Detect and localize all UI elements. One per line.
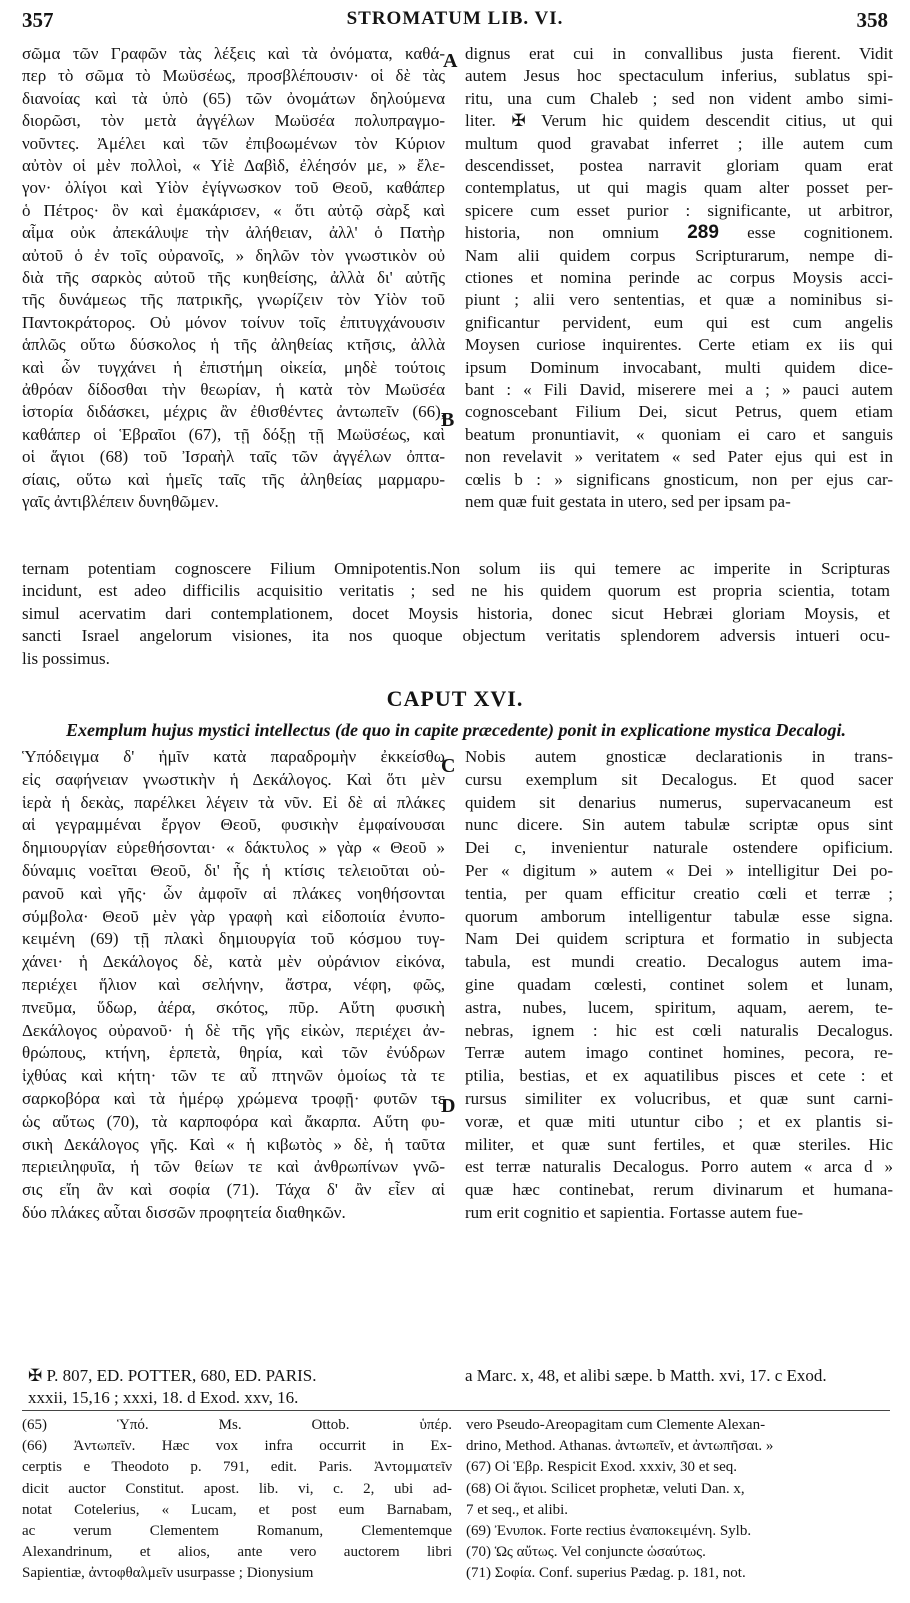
greek-line: ρανοῦ καὶ γῆς· ὧν ἀμφοῖν αἱ πλάκες νοηθήσονται xyxy=(22,883,445,903)
latin-line: cœlis b : » significans gnosticum, non per ejus car- xyxy=(465,469,893,489)
latin-line: multum quod gravabat inferret ; ille autem cum xyxy=(465,133,893,153)
greek-line: περ τὸ σῶμα τὸ Μωϋσέως, προσβλέπουσιν· οἱ δὲ τὰς xyxy=(22,66,445,86)
chapter-summary: Exemplum hujus mystici intellectus (de quo in capite præcedente) ponit in explicatione mystica Decalogi. xyxy=(66,720,846,740)
footnote-line: (65) Ὑπό. Ms. Ottob. ὑπέρ. xyxy=(22,1417,452,1433)
greek-line: ἁπλῶς οὕτω δύσκολος ἡ τῆς ἀληθείας κτῆσις, ἀλλὰ xyxy=(22,335,445,355)
greek-line: νοῦντες. Ἀμέλει καὶ τῶν ἐπιβοωμένων τὸν Κύριον xyxy=(22,133,445,153)
footnote-line: drino, Method. Athanas. ἀντωπεῖν, et ἀντωπῆσαι. » xyxy=(466,1438,774,1455)
latin-line: Per « digitum » autem « Dei » intelligitur Dei po- xyxy=(465,861,893,880)
latin-line: Moysen curiose inquirentes. Certe etiam ex iis qui xyxy=(465,335,893,355)
latin-line: astra, nubes, lucem, spiritum, aquam, aerem, te- xyxy=(465,997,893,1017)
greek-line: αἱ γεγραμμέναι ἔργον Θεοῦ, φυσικὴν ἐμφαίνουσαι xyxy=(22,815,445,835)
footnote-line: dicit auctor Constitut. apost. lib. vi, c. 2, ubi ad- xyxy=(22,1480,452,1497)
latin-line: contemplatus, ut qui magis quam alter posset per- xyxy=(465,178,893,198)
greek-line: ὡς αὔτως (70), τὰ καρποφόρα καὶ ἄκαρπα. Αὕτη φυ- xyxy=(22,1111,445,1131)
greek-line: αἷμα οὐκ ἀπεκάλυψε τὴν ἀλήθειαν, ἀλλ' ὁ Πατὴρ xyxy=(22,223,445,243)
latin-line: quæ hæc continebat, rerum divinarum et humana- xyxy=(465,1180,893,1200)
latin-line: est terræ naturalis Decalogus. Porro autem « arca d » xyxy=(465,1157,893,1177)
greek-line: ἱερὰ ἡ δεκὰς, παρέλκει λέγειν τὰ νῦν. Εἰ δὲ αἱ πλάκες xyxy=(22,792,445,812)
greek-line: σίαις, οὕτω καὶ ἡμεῖς ταῖς τῆς ἀληθείας μαρμαρυ- xyxy=(22,469,445,489)
greek-line: οἱ ἅγιοι (68) τοῦ Ἰσραὴλ ταῖς τῶν ἀγγέλων ὀπτα- xyxy=(22,447,445,467)
greek-line: θρώπους, κτήνη, ἑρπετὰ, θηρία, καὶ τῶν ἐνύδρων xyxy=(22,1043,445,1063)
latin-line: ctiones et nomina perinde ac corpus Moysis acci- xyxy=(465,268,893,287)
latin-line: ptilia, bestias, et ex aquatilibus pisces et cete : et xyxy=(465,1066,893,1086)
latin-line: ritu, una cum Chaleb ; sed non vident ambo simi- xyxy=(465,88,893,108)
latin-line: militer, et quæ sunt fertiles, et quæ steriles. Hic xyxy=(465,1134,893,1154)
greek-line: σικὴ Δεκάλογος γῆς. Καὶ « ἡ κιβωτὸς » δὲ, ἡ ταῦτα xyxy=(22,1134,445,1154)
latin-line: rursus similiter ex volucribus, et quæ sunt carni- xyxy=(465,1089,893,1108)
greek-line: σις εἴη ἂν καὶ σοφία (71). Τάχα δ' ἂν εἶεν αἱ xyxy=(22,1180,445,1200)
latin-line: nem quæ fuit gestata in utero, sed per ipsam pa- xyxy=(465,492,791,511)
greek-line: διορῶσι, τὸν μετὰ ἀγγέλων Μωϋσέα πολυπραγμο- xyxy=(22,111,445,131)
marginal-page-number: 289 xyxy=(687,222,719,244)
latin-text: historia, non omnium xyxy=(465,223,659,243)
edition-reference: ✠ P. 807, ED. POTTER, 680, ED. PARIS. xyxy=(28,1366,317,1385)
latin-line: beatum pronuntiavit, « quoniam ei caro et sanguis xyxy=(465,424,893,444)
footnote-line: Alexandrinum, et alios, ante vero auctorem libri xyxy=(22,1544,452,1561)
latin-line: Nam alii quidem corpus Scripturarum, nempe di- xyxy=(465,245,893,265)
latin-line: gine quadam cœlesti, continet solem et lunam, xyxy=(465,975,893,994)
latin-line: tentia, per quam efficitur creatio cœli et terræ ; xyxy=(465,883,893,903)
latin-line: lis possimus. xyxy=(22,648,110,668)
footnote-line: notat Cotelerius, « Lucam, et post eum Barnabam, xyxy=(22,1501,452,1518)
footnote-line: (68) Οἱ ἅγιοι. Scilicet prophetæ, veluti Dan. x, xyxy=(466,1480,745,1497)
greek-line: καθάπερ οἱ Ἑβραῖοι (67), τῇ δόξῃ τῇ Μωϋσέως, καὶ xyxy=(22,424,445,444)
greek-line: αὐτοῦ ὁ ἐν τοῖς οὐρανοῖς, » δηλῶν τὸν γνωστικὸν οὐ xyxy=(22,245,445,265)
greek-line: καὶ ὧν τυγχάνει ἡ ἐπιστήμη οἰκεία, μηδὲ τούτοις xyxy=(22,357,445,377)
footnote-line: (70) Ὡς αὔτως. Vel conjuncte ὡσαύτως. xyxy=(466,1544,706,1561)
margin-marker-c: C xyxy=(441,755,456,777)
latin-line: non revelavit » veritatem « sed Pater ejus qui est in xyxy=(465,447,893,467)
greek-line: σύμβολα· Θεοῦ μὲν γὰρ γραφὴ καὶ εἰδοποιία ἐνυπο- xyxy=(22,906,445,926)
latin-line: autem Jesus hoc spectaculum inferius, sublatus spi- xyxy=(465,66,893,86)
greek-line: εἰς σαφήνειαν γνωστικὴν ἡ Δεκάλογος. Καὶ ὅτι μὲν xyxy=(22,769,445,789)
margin-marker-a: A xyxy=(443,50,458,72)
greek-line: τῆς δυνάμεως τῆς πατρικῆς, γνωρίζειν τὸν Υἱὸν τοῦ xyxy=(22,290,445,310)
greek-line: δημιουργίαν εὑρεθήσονται· « δάκτυλος » γὰρ « Θεοῦ » xyxy=(22,838,445,858)
latin-line: spicere cum esset purior : significante, ut arbitror, xyxy=(465,200,893,220)
page-number-left: 357 xyxy=(22,8,54,32)
greek-line: διανοίας καὶ τὰ ὑπὸ (65) τῶν ὀνομάτων δηλούμενα xyxy=(22,88,445,108)
edition-reference-cont: xxxii, 15,16 ; xxxi, 18. d Exod. xxv, 16. xyxy=(28,1388,299,1407)
greek-line: πνεῦμα, ὕδωρ, ἀέρα, σκότος, πῦρ. Αὕτη φυσικὴ xyxy=(22,997,445,1017)
running-header xyxy=(22,8,888,38)
latin-line: Nam Dei quidem scriptura et formatio in subjecta xyxy=(465,929,893,949)
latin-line: Dei c, invenientur naturale ostendere opificium. xyxy=(465,838,893,858)
greek-line: Δεκάλογος οὐρανοῦ· ἡ δὲ τῆς γῆς εἰκὼν, περιέχει ἀν- xyxy=(22,1020,445,1040)
latin-line: liter. ✠ Verum hic quidem descendit citius, ut qui xyxy=(465,111,893,131)
greek-line: χάνει· ἡ Δεκάλογος δὲ, κατὰ μὲν οὐράνιον εἰκόνα, xyxy=(22,952,445,972)
latin-line: cognoscebant Filium Dei, sicut Petrus, quem etiam xyxy=(465,402,893,422)
latin-line: voræ, et quæ miti utuntur cibo ; et ex plantis si- xyxy=(465,1111,893,1131)
greek-line: ἀθρόαν δίδοσθαι τὴν θεωρίαν, ἡ κατὰ τὸν Μωϋσέα xyxy=(22,380,445,399)
latin-line: ipsum Dominum invocabant, multi quidem dice- xyxy=(465,357,893,377)
greek-line: κειμένη (69) τῇ πλακὶ δημιουργία τοῦ κόσμου τυγ- xyxy=(22,929,445,949)
greek-line: δύναμις νοεῖται Θεοῦ, δι' ἧς ἡ κτίσις τελειοῦται οὐ- xyxy=(22,861,445,880)
greek-line: περιειληφυῖα, ἡ τῶν θείων τε καὶ ἀνθρωπίνων γνῶ- xyxy=(22,1157,445,1177)
latin-line: simul acervatim dari contemplationem, docet Moysis historia, donec sicut Hebræi gloriam Moysis, et xyxy=(22,603,890,623)
latin-line: bant : « Fili David, miserere mei a ; » pauci autem xyxy=(465,380,893,399)
greek-line: αὐτὸν οἱ μὲν πολλοὶ, « Υἱὲ Δαβὶδ, ἐλέησόν με, » ἔλε- xyxy=(22,156,445,175)
latin-text: esse cognitionem. xyxy=(747,223,893,243)
latin-line: Terræ autem imago continet homines, pecora, re- xyxy=(465,1043,893,1063)
latin-line: nebras, ignem : hic est cœli naturalis Decalogus. xyxy=(465,1020,893,1040)
latin-line xyxy=(465,223,893,243)
latin-line: Nobis autem gnosticæ declarationis in trans- xyxy=(465,747,893,766)
footnote-line: (67) Οἱ Ἑβρ. Respicit Exod. xxxiv, 30 et seq. xyxy=(466,1459,738,1476)
latin-line: gnificantur pervident, eum qui est cum angelis xyxy=(465,312,893,332)
greek-line: σῶμα τῶν Γραφῶν τὰς λέξεις καὶ τὰ ὀνόματα, καθά- xyxy=(22,44,445,63)
footnote-line: Sapientiæ, ἀντοφθαλμεῖν usurpasse ; Dionysium xyxy=(22,1565,314,1582)
latin-line: sancti Israel angelorum visiones, ita nos quoque objectum veritatis splendorem adversis intueri ocu- xyxy=(22,626,890,646)
chapter-title: CAPUT XVI. xyxy=(386,686,524,711)
latin-line: descendisset, postea narravit gloriam quam erat xyxy=(465,156,893,175)
latin-line: incidunt, est adeo difficilis acquisitio veritatis ; sed ne his quidem quorum est propria scientia, totam xyxy=(22,581,890,601)
greek-line: Ὑπόδειγμα δ' ἡμῖν κατὰ παραδρομὴν ἐκκείσθω xyxy=(22,747,445,766)
footnote-line: (69) Ἐνυποκ. Forte rectius ἐναποκειμένη. Sylb. xyxy=(466,1523,752,1539)
running-title: STROMATUM LIB. VI. xyxy=(346,8,564,29)
latin-line: tabula, est mundi creatio. Decalogus autem ima- xyxy=(465,952,893,972)
greek-line: σαρκοβόρα καὶ τὰ ἡμέρῳ χρώμενα τροφῇ· φυτῶν τε xyxy=(22,1089,445,1108)
greek-line: περιέχει ἥλιον καὶ σελήνην, ἄστρα, νέφη, φῶς, xyxy=(22,975,445,994)
latin-line: quidem sit denarius numerus, supervacaneum est xyxy=(465,792,893,812)
margin-marker-d: D xyxy=(441,1095,456,1117)
margin-marker-b: B xyxy=(441,409,455,431)
greek-line: ἰχθύας καὶ κήτη· τῶν τε αὖ πτηνῶν ὁμοίως τὰ τε xyxy=(22,1066,445,1086)
greek-line: διὰ τῆς σαρκὸς αὐτοῦ τῆς κυηθείσης, ἀλλὰ δι' αὐτῆς xyxy=(22,268,445,287)
footnote-line: (71) Σοφία. Conf. superius Pædag. p. 181, not. xyxy=(466,1565,746,1582)
page-number-right: 358 xyxy=(856,8,888,32)
greek-line: ὁ Πέτρος· ὃν καὶ ἐμακάρισεν, « ὅτι αὐτῷ σὰρξ καὶ xyxy=(22,200,445,220)
greek-line: ἱστορία διδάσκει, μέχρις ἂν ἐθισθέντες ἀντωπεῖν (66), xyxy=(22,402,445,422)
latin-line: ternam potentiam cognoscere Filium Omnipotentis.Non solum iis qui temere ac imperite in Scripturas xyxy=(22,559,890,578)
greek-line: γαῖς ἀντιβλέπειν δυνηθῶμεν. xyxy=(22,492,219,511)
greek-line: γον· ὀλίγοι καὶ Υἱὸν ἐγίγνωσκον τοῦ Θεοῦ, καθάπερ xyxy=(22,178,445,198)
footnote-line: cerptis e Theodoto p. 791, edit. Paris. Ἀντομματεῖν xyxy=(22,1459,452,1476)
footnote-divider xyxy=(22,1410,890,1411)
latin-line: nunc dicere. Sin autem tabulæ scriptæ opus sint xyxy=(465,815,893,835)
latin-line: dignus erat cui in convallibus justa fierent. Vidit xyxy=(465,44,893,63)
latin-line: rum erit cognitio et sapientia. Fortasse autem fue- xyxy=(465,1203,804,1222)
latin-line: piunt ; alii vero sententias, et quæ a nominibus si- xyxy=(465,290,893,310)
footnote-line: ac verum Clementem Romanum, Clementemque xyxy=(22,1523,452,1539)
latin-line: quorum amborum intelligentur tabulæ esse signa. xyxy=(465,906,893,926)
latin-line: cursu exemplum sit Decalogus. Et quod sacer xyxy=(465,769,893,789)
greek-line: δύο πλάκες αὗται δισσῶν προφητεία διαθηκῶν. xyxy=(22,1203,346,1222)
scripture-references: a Marc. x, 48, et alibi sæpe. b Matth. xvi, 17. c Exod. xyxy=(465,1366,827,1385)
footnote-line: vero Pseudo-Areopagitam cum Clemente Alexan- xyxy=(466,1417,766,1433)
greek-line: Παντοκράτορος. Οὐ μόνον τοίνυν τοῖς ἐπιτυγχάνουσιν xyxy=(22,312,445,332)
footnote-line: (66) Ἀντωπεῖν. Hæc vox infra occurrit in Ex- xyxy=(22,1438,452,1455)
footnote-line: 7 et seq., et alibi. xyxy=(466,1501,569,1518)
